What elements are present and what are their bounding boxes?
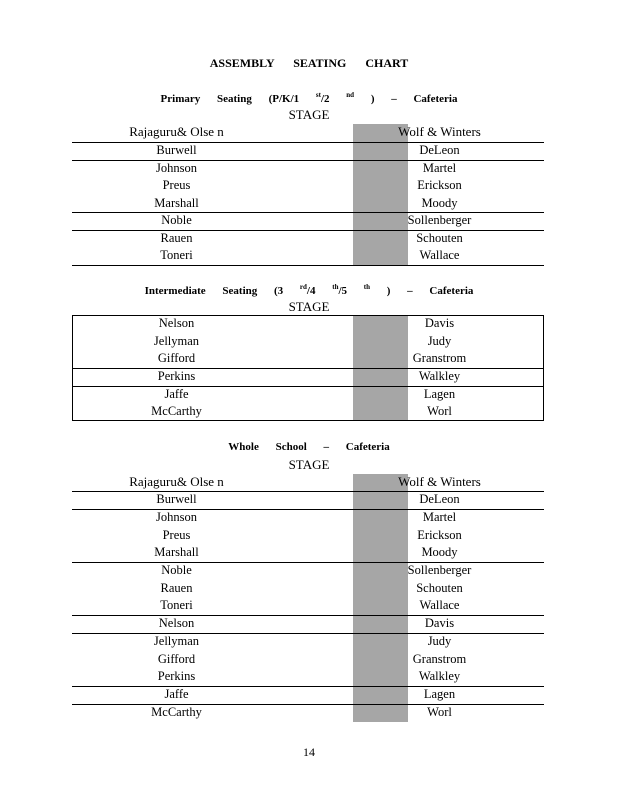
page-title: ASSEMBLY SEATING CHART xyxy=(209,56,409,70)
seat-right: Davis xyxy=(424,316,455,330)
table-row xyxy=(72,686,544,704)
primary-stage-label: STAGE xyxy=(288,107,330,122)
seat-left: Noble xyxy=(161,563,192,577)
seat-right: Wallace xyxy=(419,598,460,612)
table-row xyxy=(72,544,544,562)
primary-seating-grid xyxy=(72,124,544,266)
seat-right: Granstrom xyxy=(412,651,467,666)
seat-left: Jaffe xyxy=(164,386,189,401)
table-row xyxy=(72,142,544,160)
seat-left: Gifford xyxy=(157,651,196,666)
whole-school-section-title: Whole School – Cafeteria xyxy=(228,441,390,453)
seat-right: Lagen xyxy=(423,687,456,701)
table-row xyxy=(72,160,544,178)
whole-school-stage-label: STAGE xyxy=(288,457,330,472)
seat-left: Johnson xyxy=(156,160,197,175)
page-number: 14 xyxy=(303,745,315,759)
seat-right: Sollenberger xyxy=(407,213,472,227)
seat-right: Erickson xyxy=(417,178,462,192)
table-row xyxy=(72,177,544,195)
table-row xyxy=(72,668,544,686)
seat-right: Wallace xyxy=(419,248,460,262)
seat-right: Judy xyxy=(427,333,452,348)
table-row xyxy=(72,633,544,651)
seat-left: Perkins xyxy=(157,669,196,683)
primary-divider xyxy=(72,265,544,266)
whole-school-left-header: Rajaguru& Olse n xyxy=(129,474,224,489)
table-row xyxy=(72,562,544,580)
seat-left: Preus xyxy=(162,527,191,542)
seat-right: Erickson xyxy=(417,527,462,542)
seat-left: Burwell xyxy=(156,143,197,157)
table-row xyxy=(72,527,544,545)
seat-right: Schouten xyxy=(416,230,463,245)
primary-section-title: Primary Seating (P/K/1 $^{st}$/2 $^{nd}$ ) – Cafeteria xyxy=(160,91,458,105)
whole-school-seating-grid xyxy=(72,474,544,722)
seat-left: Preus xyxy=(162,178,191,192)
seat-left: Jellyman xyxy=(153,333,200,348)
seat-right: Martel xyxy=(422,160,457,175)
seat-left: Rauen xyxy=(160,230,193,245)
table-row xyxy=(72,247,544,265)
seat-left: McCarthy xyxy=(151,704,202,719)
primary-right-header: Wolf & Winters xyxy=(398,124,481,139)
seat-left: Toneri xyxy=(160,248,193,262)
table-row xyxy=(72,491,544,509)
seat-left: Jaffe xyxy=(164,687,189,701)
seat-left: Jellyman xyxy=(153,634,200,648)
seat-left: McCarthy xyxy=(151,404,202,418)
table-row xyxy=(72,368,544,386)
seat-left: Toneri xyxy=(160,598,193,612)
seat-right: Judy xyxy=(427,634,452,648)
table-row xyxy=(72,333,544,351)
seat-right: Moody xyxy=(421,545,458,559)
seat-right: Walkley xyxy=(418,369,461,383)
seat-left: Nelson xyxy=(158,616,195,630)
seat-left: Gifford xyxy=(157,351,196,365)
whole-school-right-header: Wolf & Winters xyxy=(398,474,481,489)
table-row xyxy=(72,315,544,333)
table-row xyxy=(72,597,544,615)
seat-right: Worl xyxy=(427,704,452,719)
seat-right: Schouten xyxy=(416,580,463,595)
seat-left: Rauen xyxy=(160,580,193,595)
seat-right: Lagen xyxy=(423,386,456,401)
seat-left: Marshall xyxy=(154,195,199,210)
table-row xyxy=(72,212,544,230)
primary-left-header: Rajaguru& Olse n xyxy=(129,124,224,139)
seat-right: Worl xyxy=(427,404,452,418)
seat-left: Burwell xyxy=(156,492,197,506)
intermediate-section-title: Intermediate Seating (3 $^{rd}$/4 $^{th}$/5 $^{th}$ ) – Cafeteria xyxy=(144,283,474,297)
seat-left: Johnson xyxy=(156,510,197,524)
seat-left: Marshall xyxy=(154,545,199,559)
seat-right: Sollenberger xyxy=(407,563,472,577)
seat-left: Nelson xyxy=(158,316,195,330)
seat-right: Martel xyxy=(422,510,457,524)
seat-right: DeLeon xyxy=(419,143,460,157)
intermediate-seating-grid xyxy=(72,315,544,421)
seat-right: Walkley xyxy=(418,669,461,683)
table-row xyxy=(72,704,544,722)
seat-right: Moody xyxy=(421,195,458,210)
table-row xyxy=(72,615,544,633)
table-row xyxy=(72,651,544,669)
table-row xyxy=(72,230,544,248)
intermediate-stage-label: STAGE xyxy=(288,299,330,314)
table-row xyxy=(72,386,544,404)
table-row xyxy=(72,509,544,527)
seat-left: Perkins xyxy=(157,369,196,383)
table-row xyxy=(72,350,544,368)
table-row xyxy=(72,195,544,213)
seat-left: Noble xyxy=(161,213,192,227)
seat-right: Granstrom xyxy=(412,351,467,365)
seat-right: DeLeon xyxy=(419,492,460,506)
table-row xyxy=(72,580,544,598)
table-row xyxy=(72,403,544,421)
seat-right: Davis xyxy=(424,616,455,630)
